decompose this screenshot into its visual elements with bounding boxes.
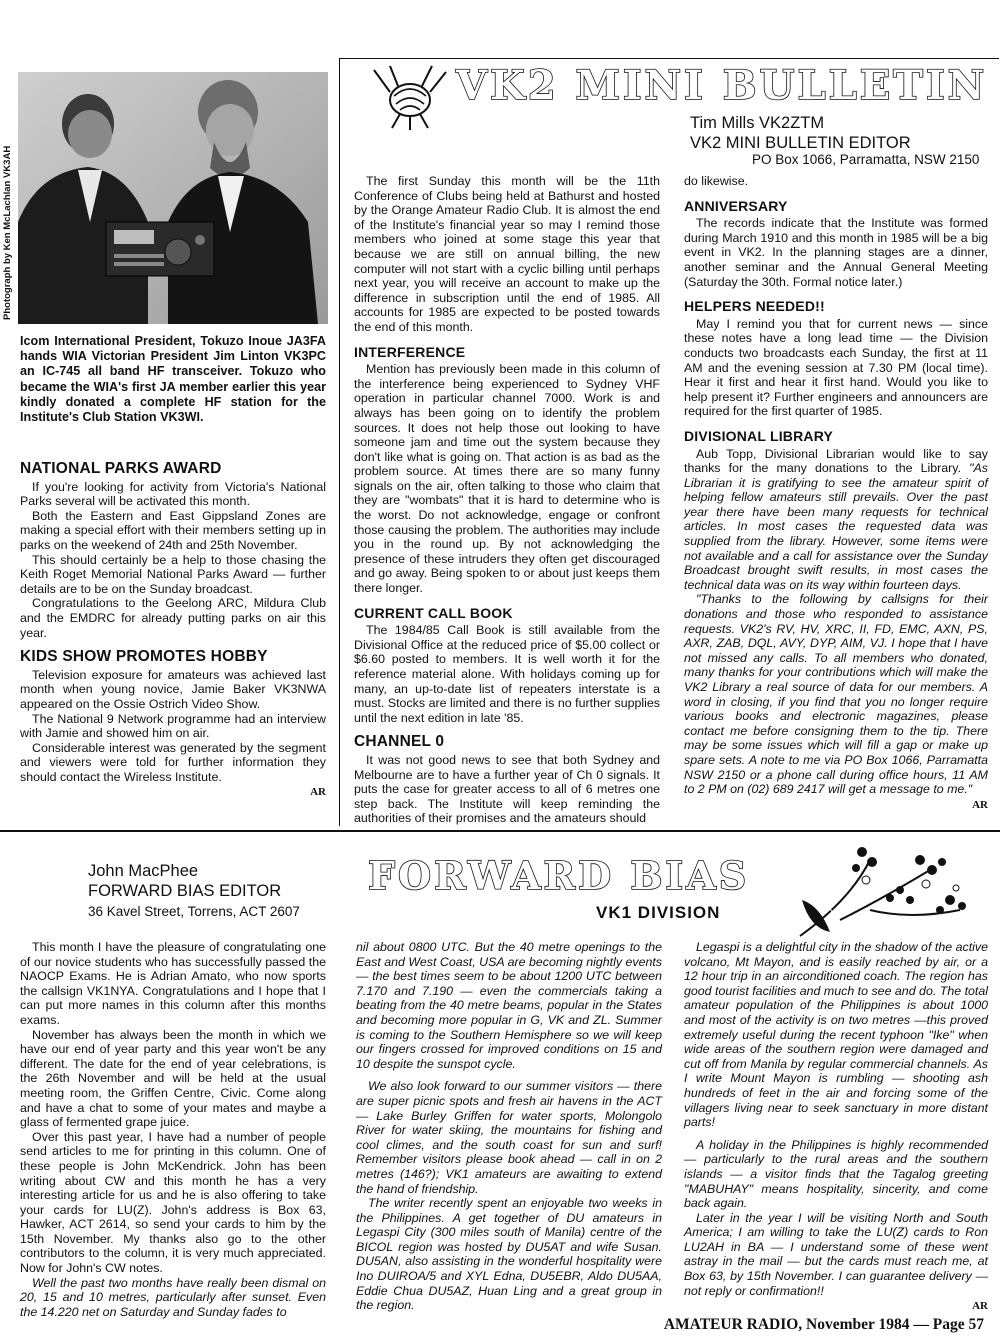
photo-caption: Icom International President, Tokuzo Inoue JA3FA hands WIA Victorian President Jim Linton VK3PC an IC-745 all band HF transceiver. Tokuzo who became the WIA's first JA member earlier this year kindly donated a complete HF station for the Institute's Club Station VK3WI. <box>20 334 326 425</box>
paragraph: The 1984/85 Call Book is still available from the Divisional Office at the reduced price of $5.00 collect or $6.60 posted to members. It is well worth it for the reference material alone. With holidays coming up for many, an up-to-date list of repeaters interstate is a must. Stocks are limited and there is no further supplies until the next edition in late '85. <box>354 623 660 725</box>
vk2-title: VK2 MINI BULLETIN <box>456 62 988 109</box>
heading-interference: INTERFERENCE <box>354 343 466 360</box>
fb-division: VK1 DIVISION <box>596 903 721 922</box>
paragraph: The first Sunday this month will be the 11th Conference of Clubs being held at Bathurst and hosted by the Orange Amateur Radio Club. It is almost the end of the Institute's financial year so may I remind those members who joined at some stage this year that because we are still on annual billing, the new computer will not start with a cyclic billing until perhaps next year, you will receive an account to make up the difference in subscription until the end of 1985. All accounts for 1985 are expected to be posted towards the end of this month. <box>354 174 660 334</box>
left-column <box>20 452 326 800</box>
paragraph: If you're looking for activity from Victoria's National Parks several will be activated this month. <box>20 479 326 509</box>
paragraph: Mention has previously been made in this column of the interference being experienced to Sydney VHF operation in particular channel 7000. Work is and always has been going on to identify the problem sources. It does not help those out looking to have someone jam and time out the system because they don't like what is going on. That action is as bad as the problem source. At times there are so many funny signals on the air, often talking to those who claim that they are "wombats" that it is hard to determine who is the worst. Do not acknowledge, engage or confront those causing the problem. The authorities may include you in the round up. By not acknowledging the presence of these intruders they often get discouraged and go away. Being spoken to or about just keeps them there longer. <box>354 362 660 596</box>
heading-kids-show: KIDS SHOW PROMOTES HOBBY <box>20 648 268 666</box>
vk2-column-1 <box>354 174 660 826</box>
paragraph <box>684 447 988 593</box>
vk2-column-2 <box>684 174 988 812</box>
vk2-address: PO Box 1066, Parramatta, NSW 2150 <box>752 152 980 167</box>
paragraph: A holiday in the Philippines is highly recommended — particularly to the rural areas and the southern islands — a visitor finds that the Tagalog greeting "MABUHAY" means hospitality, sincerity, and come back again. <box>684 1137 988 1211</box>
paragraph-quote: "As Librarian it is gratifying to see the amateur spirit of helping fellow amateurs still prevails. Over the past year there have been many requests for technical articles. In most cases the requested data was supplied from the library. However, some items were not available and a call for assistance over the Sunday Broadcast brought swift results, in most cases the technical data was on its way within fourteen days. <box>684 461 988 592</box>
waratah-icon <box>370 62 450 132</box>
fb-editor-name: John MacPhee <box>88 862 199 880</box>
fb-column-3 <box>684 940 988 1314</box>
fb-column-1 <box>20 940 326 1319</box>
heading-helpers-needed: HELPERS NEEDED!! <box>684 298 825 315</box>
section-divider <box>0 830 1000 832</box>
fb-logo <box>780 840 980 940</box>
paragraph: This month I have the pleasure of congratulating one of our novice students who has successfully passed the NAOCP Exams. He is Adrian Amato, who now sports the callsign VK1NYA. Congratulations and I hope that I can put more names in this column after this months exams. <box>20 940 326 1027</box>
page-footer: AMATEUR RADIO, November 1984 — Page 57 <box>663 1316 984 1333</box>
paragraph: The National 9 Network programme had an interview with Jamie and showed him on air. <box>20 711 326 741</box>
ar-mark: AR <box>310 786 326 799</box>
ar-mark: AR <box>972 1300 988 1313</box>
fb-column-2 <box>356 940 662 1313</box>
paragraph: Considerable interest was generated by the segment and viewers were told for further information they should contact the Wireless Institute. <box>20 740 326 784</box>
paragraph: Well the past two months have really been dismal on 20, 15 and 10 metres, particularly after sunset. Even the 14.220 net on Saturday and Sunday fades to <box>20 1275 326 1319</box>
paragraph: The records indicate that the Institute was formed during March 1910 and this month in 1985 will be a big event in VK2. In the planning stages are a dinner, another seminar and the Annual General Meeting (Saturday the 30th. Formal notice later.) <box>684 216 988 289</box>
paragraph: Both the Eastern and East Gippsland Zones are making a special effort with their members setting up in parks on the weekend of 24th and 25th November. <box>20 508 326 552</box>
paragraph: November has always been the month in which we have our end of year party and this year won't be any different. The date for the end of year celebrations, is the 26th November and will be held at the usual meeting room, the Griffen Centre, Civic. Come along and have a chat to some of your mates and maybe a glass of fermented grape juice. <box>20 1027 326 1130</box>
column-divider <box>339 58 999 59</box>
paragraph: "Thanks to the following by callsigns for their donations and those who responded to assistance requests. VK2's RV, HV, XRC, II, FD, EMC, AXN, PS, AXR, ZAB, DQL, AVY, DYP, AIM, VJ. I hope that I have not missed any calls. To all members who donated, many thanks for your contributions which will make the VK2 Library a real source of data for our members. A word in closing, if you find that you no longer require various books and electronic magazines, please contact me before consigning them to the tip. There may be some issues which will fill a gap or make up spare sets. A note to me via PO Box 1066, Parramatta NSW 2150 or a phone call during office hours, 11 AM to 2 PM on (02) 689 2417 will get a message to me." <box>684 592 988 797</box>
ar-mark: AR <box>972 798 988 811</box>
heading-divisional-library: DIVISIONAL LIBRARY <box>684 427 834 444</box>
paragraph: nil about 0800 UTC. But the 40 metre openings to the East and West Coast, USA are becoming nightly events — the best times seem to be about 1200 UTC between 7.170 and 7.190 — even the commercials taking a beating from the 40 metre beams, popular in the States and becoming more popular in G, VK and ZL. Summer is coming to the Southern Hemisphere so we will keep our fingers crossed for improved conditions on 15 and 10 despite the sunspot cycle. <box>356 940 662 1071</box>
heading-call-book: CURRENT CALL BOOK <box>354 604 513 621</box>
paragraph: do likewise. <box>684 174 749 188</box>
heading-anniversary: ANNIVERSARY <box>684 197 788 214</box>
paragraph: Later in the year I will be visiting North and South America; I am willing to take the LU(Z) cards to Ron LU2AH in BA — I understand some of these went astray in the mail — but the cards must reach me, at Box 63, by 15th November. I can guarantee delivery — not reply or confirmation!! <box>684 1210 988 1298</box>
column-divider <box>339 58 340 826</box>
paragraph: Legaspi is a delightful city in the shadow of the active volcano, Mt Mayon, and is easily reached by air, or a 12 hour trip in an airconditioned coach. The region has good tourist facilities and much to see and do. The total amateur population of the Philippines is about 1000 and most of the activity is on two metres —this proved extremely useful during the recent typhoon "Ike" when wide areas of the southern region were damaged and cut off from Manila by regular commercial channels. As I write Mount Mayon is rumbling — shooting ash hundreds of feet in the air and forcing some of the villagers living near to seek sanctuary in more distant parts! <box>684 940 988 1130</box>
paragraph-text: Aub Topp, Divisional Librarian would like to say thanks for the many donations to the Library. <box>684 446 988 476</box>
heading-channel-0: CHANNEL 0 <box>354 733 445 751</box>
fb-address: 36 Kavel Street, Torrens, ACT 2607 <box>88 904 300 919</box>
fb-editor-role: FORWARD BIAS EDITOR <box>88 882 282 900</box>
vk2-editor-role: VK2 MINI BULLETIN EDITOR <box>690 134 911 152</box>
photo-credit: Photograph by Ken McLachlan VK3AH <box>2 145 13 320</box>
photo-image <box>18 72 328 324</box>
paragraph: Television exposure for amateurs was achieved last month when young novice, Jamie Baker VK3NWA appeared on the Ossie Ostrich Video Show. <box>20 667 326 711</box>
fb-title: FORWARD BIAS <box>368 853 750 898</box>
photo <box>18 72 328 324</box>
wattle-icon <box>780 840 980 940</box>
paragraph: It was not good news to see that both Sydney and Melbourne are to have a further year of Ch 0 signals. It puts the case for greater access to all of 6 metres one step back. The Institute will keep reminding the authorities of their promises and the amateurs should <box>354 752 660 826</box>
paragraph: This should certainly be a help to those chasing the Keith Roget Memorial National Parks Award — further details are to be on the Sunday broadcast. <box>20 552 326 596</box>
vk2-editor-name: Tim Mills VK2ZTM <box>690 114 825 132</box>
paragraph: Over this past year, I have had a number of people send articles to me for printing in this column. One of these people is John McKendrick. John has been writing about CW and this month he has a very interesting article for us and he is also offering to take your cards for LU(Z). John's address is Box 63, Hawker, ACT 2614, so send your cards to him by the 15th November. My thanks also go to the other contributors to the column, it is very much appreciated. Now for John's CW notes. <box>20 1129 326 1276</box>
paragraph: May I remind you that for current news — since these notes have a long lead time — the Division conducts two broadcasts each Sunday, the first at 11 AM and the evening session at 7.30 PM (local time). Hear it first and hear it first hand. Would you like to help present it? Further engineers and announcers are required for the first quarter of 1985. <box>684 316 988 419</box>
heading-national-parks: NATIONAL PARKS AWARD <box>20 460 222 477</box>
vk2-logo <box>370 62 450 132</box>
paragraph: Congratulations to the Geelong ARC, Mildura Club and the EMDRC for already putting parks on air this year. <box>20 596 326 640</box>
paragraph: The writer recently spent an enjoyable two weeks in the Philippines. A get together of DU amateurs in Legaspi City (300 miles south of Manila) centre of the BICOL region was hosted by DU5AT and wife Susan. DU5AN, also assisting in the wonderful hospitality were Ino DUIROA/5 and XYL Edna, DU5EBR, Aldo DU5AA, Eddie Chua DU5AZ, Huan Ling and a great group in the region. <box>356 1196 662 1313</box>
paragraph: We also look forward to our summer visitors — there are super picnic spots and fresh air havens in the ACT — Lake Burley Griffen for water sports, Molongolo River for water skiing, the mountains for fishing and cool climes, and the south coast for sun and surf! Remember visitors please book ahead — call in on 2 metres (146?); VK1 amateurs are awaiting to extend the hand of friendship. <box>356 1079 662 1196</box>
